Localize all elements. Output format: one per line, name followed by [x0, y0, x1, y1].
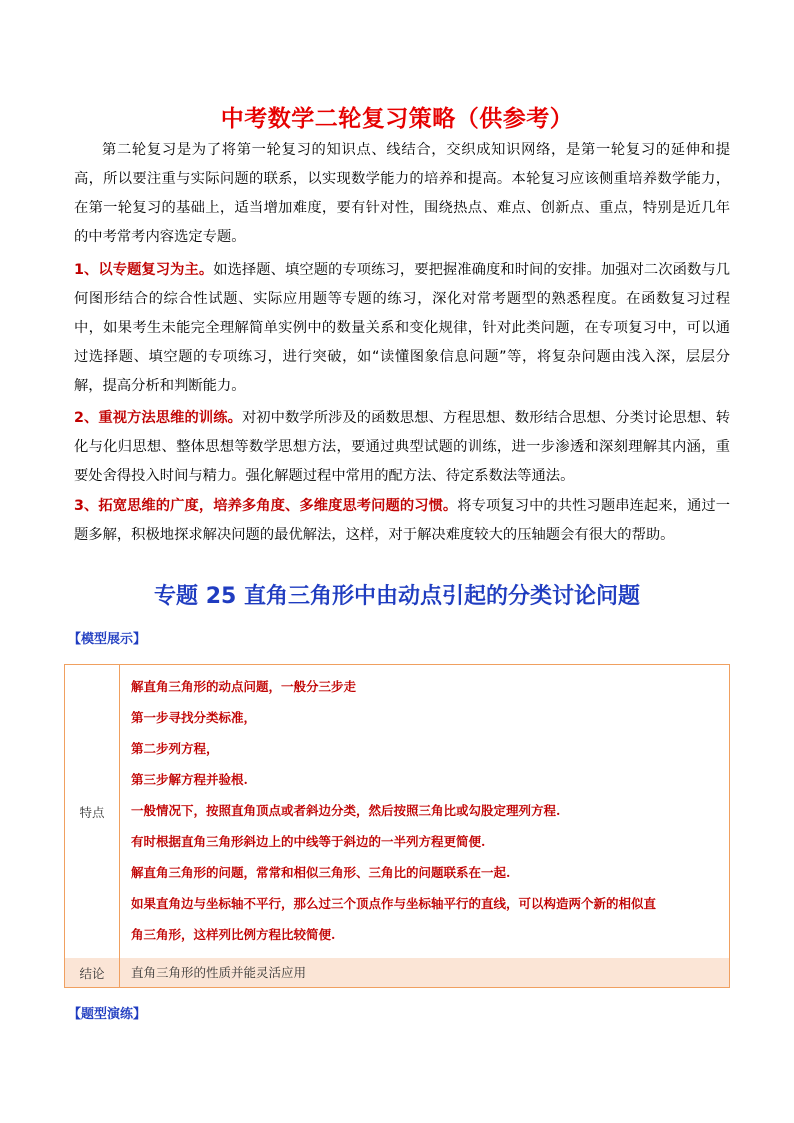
feature-line: 如果直角边与坐标轴不平行，那么过三个顶点作与坐标轴平行的直线，可以构造两个新的相似直	[131, 896, 657, 911]
feature-line: 第一步寻找分类标准，	[131, 710, 257, 725]
conclusion-label-cell: 结论	[65, 958, 120, 987]
feature-line: 解直角三角形的问题，常常和相似三角形、三角比的问题联系在一起.	[131, 865, 511, 880]
strategy-3-heading: 3、拓宽思维的广度，培养多角度、多维度思考问题的习惯。	[74, 498, 458, 514]
conclusion-row	[65, 958, 729, 987]
feature-line: 有时根据直角三角形斜边上的中线等于斜边的一半列方程更简便.	[131, 834, 486, 849]
practice-section-label: 【题型演练】	[68, 1007, 147, 1022]
feature-line: 第三步解方程并验根.	[131, 772, 248, 787]
strategy-1-body: 如选择题、填空题的专项练习，要把握准确度和时间的安排。加强对二次函数与几何图形结合的综合性试题、实际应用题等专题的练习，深化对常考题型的熟悉程度。在函数复习过程中，如果考生未能完全理解简单实例中的数量关系和变化规律，针对此类问题，在专项复习中，可以通过选择题、填空题的专项练习，进行突破，如“读懂图象信息问题”等，将复杂问题由浅入深，层层分解，提高分析和判断能力。	[74, 262, 730, 394]
page-title: 中考数学二轮复习策略（供参考）	[220, 106, 574, 132]
strategy-1-paragraph	[74, 256, 730, 401]
conclusion-text: 直角三角形的性质并能灵活应用	[131, 965, 307, 980]
strategy-2-paragraph	[74, 404, 730, 491]
strategy-1-heading: 1、以专题复习为主。	[74, 262, 214, 278]
feature-label-cell: 特点	[65, 665, 120, 958]
feature-row	[65, 665, 729, 959]
model-table	[64, 664, 730, 988]
feature-line: 角三角形，这样列比例方程比较简便.	[131, 927, 336, 942]
topic-title: 专题 25 直角三角形中由动点引起的分类讨论问题	[154, 584, 640, 609]
strategy-3-body: 将专项复习中的共性习题串连起来，通过一题多解，积极地探求解决问题的最优解法，这样，对于解决难度较大的压轴题会有很大的帮助。	[74, 498, 730, 543]
strategy-3-paragraph	[74, 492, 730, 550]
feature-line: 一般情况下，按照直角顶点或者斜边分类，然后按照三角比或勾股定理列方程.	[131, 803, 561, 818]
model-section-label: 【模型展示】	[68, 632, 147, 647]
intro-paragraph: 第二轮复习是为了将第一轮复习的知识点、线结合，交织成知识网络，是第一轮复习的延伸和提高，所以要注重与实际问题的联系，以实现数学能力的培养和提高。本轮复习应该侧重培养数学能力，在第一轮复习的基础上，适当增加难度，要有针对性，围绕热点、难点、创新点、重点，特别是近几年的中考常考内容选定专题。	[74, 142, 730, 245]
strategy-2-body: 对初中数学所涉及的函数思想、方程思想、数形结合思想、分类讨论思想、转化与化归思想、整体思想等数学思想方法，要通过典型试题的训练，进一步渗透和深刻理解其内涵，重要处舍得投入时间与精力。强化解题过程中常用的配方法、待定系数法等通法。	[74, 410, 730, 484]
feature-line: 第二步列方程，	[131, 741, 219, 756]
feature-line: 解直角三角形的动点问题，一般分三步走	[131, 679, 357, 694]
feature-lines	[131, 671, 721, 950]
strategy-2-heading: 2、重视方法思维的训练。	[74, 410, 242, 426]
